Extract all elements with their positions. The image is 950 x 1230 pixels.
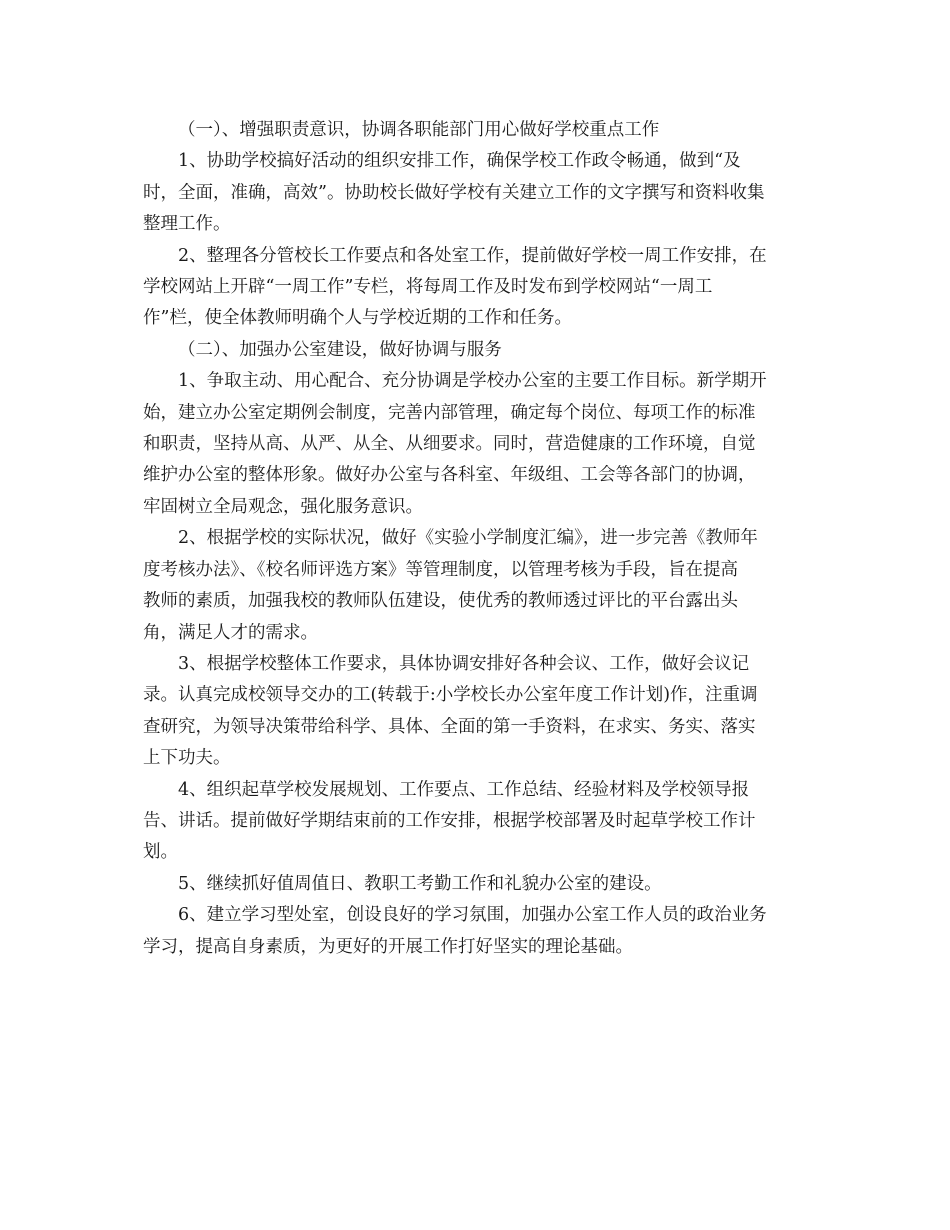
text-line: 上下功夫。 <box>143 748 231 769</box>
list-item <box>143 775 813 869</box>
list-item <box>143 241 813 335</box>
document-body <box>143 115 813 963</box>
text-line: 4、组织起草学校发展规划、工作要点、工作总结、经验材料及学校领导报 <box>178 779 750 800</box>
text-line: 3、根据学校整体工作要求，具体协调安排好各种会议、工作，做好会议记 <box>178 653 750 674</box>
text-line: （一）、增强职责意识，协调各职能部门用心做好学校重点工作 <box>178 120 660 140</box>
text-line: 时，全面，准确，高效”。协助校长做好学校有关建立工作的文字撰写和资料收集 <box>143 182 765 203</box>
text-line: 学习，提高自身素质，为更好的开展工作打好坚实的理论基础。 <box>143 936 633 957</box>
text-line: 度考核办法》、《校名师评选方案》等管理制度，以管理考核为手段，旨在提高 <box>143 559 738 580</box>
text-line: 1、协助学校搞好活动的组织安排工作，确保学校工作政令畅通，做到“及 <box>178 151 741 172</box>
text-line: 角，满足人才的需求。 <box>143 622 318 643</box>
text-line: 5、继续抓好值周值日、教职工考勤工作和礼貌办公室的建设。 <box>178 873 662 894</box>
text-line: 教师的素质，加强我校的教师队伍建设，使优秀的教师透过评比的平台露出头 <box>143 591 738 612</box>
text-line: 和职责，坚持从高、从严、从全、从细要求。同时，营造健康的工作环境，自觉 <box>143 434 756 455</box>
list-item <box>143 869 813 900</box>
list-item <box>143 649 813 775</box>
section-heading <box>143 335 813 366</box>
text-line: 2、整理各分管校长工作要点和各处室工作，提前做好学校一周工作安排，在 <box>178 245 767 266</box>
text-line: 查研究，为领导决策带给科学、具体、全面的第一手资料，在求实、务实、落实 <box>143 716 756 737</box>
text-line: 6、建立学习型处室，创设良好的学习氛围，加强办公室工作人员的政治业务 <box>178 905 767 926</box>
text-line: 维护办公室的整体形象。做好办公室与各科室、年级组、工会等各部门的协调， <box>143 465 756 486</box>
text-line: 2、根据学校的实际状况，做好《实验小学制度汇编》，进一步完善《教师年 <box>178 528 758 549</box>
list-item <box>143 900 813 963</box>
text-line: 告、讲话。提前做好学期结束前的工作安排，根据学校部署及时起草学校工作计 <box>143 810 756 831</box>
list-item <box>143 523 813 649</box>
text-line: 录。认真完成校领导交办的工(转载于:小学校长办公室年度工作计划)作，注重调 <box>143 685 758 706</box>
text-line: 划。 <box>143 842 178 863</box>
text-line: 整理工作。 <box>143 214 231 235</box>
text-line: 学校网站上开辟“一周工作”专栏，将每周工作及时发布到学校网站“一周工 <box>143 277 713 298</box>
list-item <box>143 366 813 523</box>
list-item <box>143 146 813 240</box>
text-line: 作”栏，使全体教师明确个人与学校近期的工作和任务。 <box>143 308 572 329</box>
text-line: 1、争取主动、用心配合、充分协调是学校办公室的主要工作目标。新学期开 <box>178 371 767 392</box>
text-line: 始，建立办公室定期例会制度，完善内部管理，确定每个岗位、每项工作的标准 <box>143 402 756 423</box>
text-line: （二）、加强办公室建设，做好协调与服务 <box>178 339 502 360</box>
section-heading <box>143 115 813 146</box>
text-line: 牢固树立全局观念，强化服务意识。 <box>143 496 423 517</box>
